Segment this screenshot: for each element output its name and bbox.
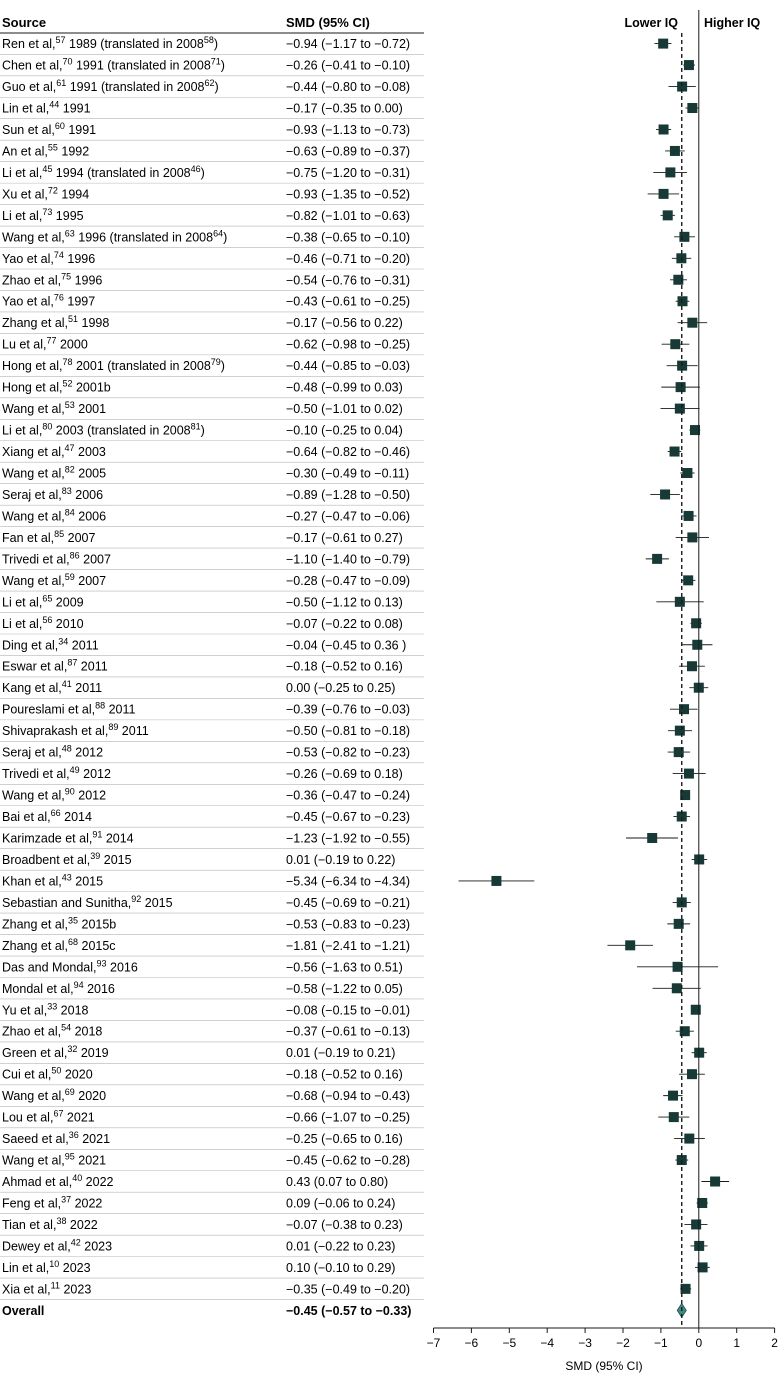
- study-label: Li et al,$^{45}$ 1994 (translated in 2008$^{46}$): [2, 163, 205, 180]
- direction-label-higher-iq: Higher IQ: [704, 16, 761, 30]
- study-label: Ren et al,$^{57}$ 1989 (translated in 2008$^{58}$): [2, 35, 219, 52]
- study-marker: [659, 124, 669, 134]
- study-label: Wang et al,$^{95}$ 2021: [2, 1151, 107, 1168]
- study-row: [0, 422, 424, 441]
- study-ci-text: −0.39 (−0.76 to −0.03): [286, 702, 411, 717]
- study-ci-text: −0.48 (−0.99 to 0.03): [286, 380, 403, 395]
- study-rows: [0, 35, 424, 1318]
- study-row: [0, 271, 424, 290]
- study-row: [0, 465, 424, 484]
- study-ci-text: −0.08 (−0.15 to −0.01): [286, 1003, 411, 1018]
- overall-ci-text: −0.45 (−0.57 to −0.33): [286, 1303, 412, 1318]
- study-ci-text: 0.09 (−0.06 to 0.24): [286, 1196, 396, 1211]
- x-tick-label: −6: [464, 1336, 479, 1350]
- study-label: Li et al,$^{80}$ 2003 (translated in 2008$^{81}$): [2, 421, 205, 438]
- study-marker: [676, 382, 686, 392]
- study-ci-text: −0.89 (−1.28 to −0.50): [286, 487, 411, 502]
- x-axis-label: SMD (95% CI): [565, 1359, 643, 1373]
- header-row: [0, 15, 761, 33]
- study-ci-text: −0.44 (−0.85 to −0.03): [286, 359, 411, 374]
- study-row: [0, 507, 424, 526]
- study-row: [0, 915, 424, 934]
- study-label: An et al,$^{55}$ 1992: [2, 142, 90, 159]
- study-ci-text: −0.27 (−0.47 to −0.06): [286, 509, 411, 524]
- study-ci-text: −0.38 (−0.65 to −0.10): [286, 230, 411, 245]
- study-row: [0, 1259, 424, 1278]
- study-marker: [670, 146, 680, 156]
- study-marker: [692, 640, 702, 650]
- study-row: [0, 744, 424, 763]
- study-label: Lou et al,$^{67}$ 2021: [2, 1108, 95, 1125]
- study-marker: [684, 1134, 694, 1144]
- study-row: [0, 1194, 424, 1213]
- study-row: [0, 207, 424, 226]
- study-label: Lu et al,$^{77}$ 2000: [2, 335, 88, 352]
- study-row: [0, 980, 424, 999]
- study-ci-text: 0.00 (−0.25 to 0.25): [286, 681, 396, 696]
- study-label: Das and Mondal,$^{93}$ 2016: [2, 958, 138, 975]
- study-label: Seraj et al,$^{83}$ 2006: [2, 485, 104, 502]
- study-row: [0, 486, 424, 505]
- study-row: [0, 572, 424, 591]
- study-label: Saeed et al,$^{36}$ 2021: [2, 1130, 111, 1147]
- study-row: [0, 829, 424, 848]
- study-ci-text: −0.26 (−0.41 to −0.10): [286, 58, 411, 73]
- study-ci-text: −0.53 (−0.83 to −0.23): [286, 917, 411, 932]
- study-ci-text: −0.93 (−1.35 to −0.52): [286, 187, 411, 202]
- x-tick-label: 1: [733, 1336, 741, 1350]
- study-label: Sebastian and Sunitha,$^{92}$ 2015: [2, 893, 173, 910]
- study-label: Shivaprakash et al,$^{89}$ 2011: [2, 722, 149, 739]
- study-label: Kang et al,$^{41}$ 2011: [2, 679, 103, 696]
- study-row: [0, 1237, 424, 1256]
- study-row: [0, 851, 424, 870]
- study-ci-text: −0.63 (−0.89 to −0.37): [286, 144, 411, 159]
- study-marker: [672, 983, 682, 993]
- study-row: [0, 550, 424, 569]
- column-header-source: Source: [2, 15, 47, 30]
- study-row: [0, 314, 424, 333]
- study-marker: [659, 189, 669, 199]
- study-ci-text: −0.37 (−0.61 to −0.13): [286, 1024, 411, 1039]
- study-ci-text: −0.50 (−1.12 to 0.13): [286, 595, 403, 610]
- x-tick-label: −5: [502, 1336, 517, 1350]
- overall-label: Overall: [2, 1303, 45, 1318]
- overall-row: [2, 1304, 411, 1318]
- study-row: [0, 1044, 424, 1063]
- study-label: Khan et al,$^{43}$ 2015: [2, 872, 104, 889]
- study-marker: [687, 1069, 697, 1079]
- study-row: [0, 1001, 424, 1020]
- study-ci-text: 0.43 (0.07 to 0.80): [286, 1175, 389, 1190]
- study-ci-text: −0.56 (−1.63 to 0.51): [286, 960, 403, 975]
- study-row: [0, 1130, 424, 1149]
- study-row: [0, 1109, 424, 1128]
- study-marker: [710, 1177, 720, 1187]
- study-row: [0, 701, 424, 720]
- study-label: Wang et al,$^{63}$ 1996 (translated in 2008$^{64}$): [2, 228, 228, 245]
- study-ci-text: −0.68 (−0.94 to −0.43): [286, 1089, 411, 1104]
- study-label: Guo et al,$^{61}$ 1991 (translated in 2008$^{62}$): [2, 78, 219, 95]
- study-marker: [691, 1219, 701, 1229]
- study-ci-text: −0.75 (−1.20 to −0.31): [286, 165, 411, 180]
- study-label: Li et al,$^{65}$ 2009: [2, 593, 84, 610]
- study-ci-text: −0.07 (−0.22 to 0.08): [286, 616, 403, 631]
- column-header-smd: SMD (95% CI): [286, 15, 370, 30]
- study-marker: [682, 468, 692, 478]
- study-row: [0, 958, 424, 977]
- study-label: Trivedi et al,$^{49}$ 2012: [2, 765, 111, 782]
- study-marker: [679, 232, 689, 242]
- study-label: Bai et al,$^{66}$ 2014: [2, 808, 92, 825]
- study-row: [0, 593, 424, 612]
- study-marker: [652, 554, 662, 564]
- study-ci-text: −0.46 (−0.71 to −0.20): [286, 251, 411, 266]
- study-label: Cui et al,$^{50}$ 2020: [2, 1065, 93, 1082]
- study-ci-text: 0.10 (−0.10 to 0.29): [286, 1260, 396, 1275]
- study-ci-text: −0.94 (−1.17 to −0.72): [286, 37, 411, 52]
- plot-marks: [459, 10, 730, 1328]
- study-marker: [668, 1091, 678, 1101]
- study-label: Zhang et al,$^{68}$ 2015c: [2, 936, 116, 953]
- study-ci-text: −0.17 (−0.56 to 0.22): [286, 316, 403, 331]
- study-ci-text: −0.43 (−0.61 to −0.25): [286, 294, 411, 309]
- study-label: Trivedi et al,$^{86}$ 2007: [2, 550, 111, 567]
- study-label: Broadbent et al,$^{39}$ 2015: [2, 850, 132, 867]
- study-label: Xu et al,$^{72}$ 1994: [2, 185, 90, 202]
- study-marker: [663, 210, 673, 220]
- study-marker: [647, 833, 657, 843]
- study-ci-text: −0.53 (−0.82 to −0.23): [286, 745, 411, 760]
- study-row: [0, 1066, 424, 1085]
- study-row: [0, 250, 424, 269]
- study-label: Hong et al,$^{52}$ 2001b: [2, 378, 111, 395]
- study-row: [0, 529, 424, 548]
- x-axis: [427, 1328, 779, 1373]
- study-label: Wang et al,$^{59}$ 2007: [2, 571, 107, 588]
- study-ci-text: −0.36 (−0.47 to −0.24): [286, 788, 411, 803]
- study-ci-text: −0.17 (−0.35 to 0.00): [286, 101, 403, 116]
- study-ci-text: −0.64 (−0.82 to −0.46): [286, 445, 411, 460]
- study-ci-text: −0.45 (−0.69 to −0.21): [286, 895, 411, 910]
- study-row: [0, 1280, 424, 1299]
- study-marker: [684, 511, 694, 521]
- direction-label-lower-iq: Lower IQ: [624, 16, 678, 30]
- study-row: [0, 379, 424, 398]
- study-row: [0, 185, 424, 204]
- study-ci-text: −0.50 (−0.81 to −0.18): [286, 724, 411, 739]
- study-ci-text: −0.66 (−1.07 to −0.25): [286, 1110, 411, 1125]
- study-ci-text: −1.23 (−1.92 to −0.55): [286, 831, 411, 846]
- study-ci-text: −5.34 (−6.34 to −4.34): [286, 874, 411, 889]
- study-label: Wang et al,$^{53}$ 2001: [2, 400, 107, 417]
- study-marker: [675, 726, 685, 736]
- study-label: Yao et al,$^{74}$ 1996: [2, 249, 96, 266]
- study-row: [0, 722, 424, 741]
- study-marker: [665, 167, 675, 177]
- study-label: Tian et al,$^{38}$ 2022: [2, 1215, 98, 1232]
- study-label: Ahmad et al,$^{40}$ 2022: [2, 1173, 114, 1190]
- study-ci-text: −0.45 (−0.67 to −0.23): [286, 810, 411, 825]
- study-marker: [660, 489, 670, 499]
- study-ci-text: −0.54 (−0.76 to −0.31): [286, 273, 411, 288]
- study-row: [0, 872, 424, 891]
- study-label: Li et al,$^{73}$ 1995: [2, 206, 84, 223]
- study-ci-text: −0.28 (−0.47 to −0.09): [286, 573, 411, 588]
- study-label: Zhang et al,$^{35}$ 2015b: [2, 915, 117, 932]
- study-row: [0, 1023, 424, 1042]
- study-label: Green et al,$^{32}$ 2019: [2, 1044, 109, 1061]
- x-tick-label: 2: [771, 1336, 778, 1350]
- study-ci-text: −0.45 (−0.62 to −0.28): [286, 1153, 411, 1168]
- study-ci-text: −0.30 (−0.49 to −0.11): [286, 466, 410, 481]
- study-ci-text: −0.35 (−0.49 to −0.20): [286, 1282, 411, 1297]
- study-row: [0, 658, 424, 677]
- x-tick-label: −1: [654, 1336, 668, 1350]
- study-label: Sun et al,$^{60}$ 1991: [2, 120, 97, 137]
- study-marker: [687, 103, 697, 113]
- study-marker: [687, 318, 697, 328]
- study-row: [0, 808, 424, 827]
- study-ci-text: −0.62 (−0.98 to −0.25): [286, 337, 411, 352]
- study-row: [0, 443, 424, 462]
- study-ci-text: −0.44 (−0.80 to −0.08): [286, 80, 411, 95]
- study-row: [0, 78, 424, 97]
- study-row: [0, 121, 424, 140]
- study-row: [0, 894, 424, 913]
- study-ci-text: −0.82 (−1.01 to −0.63): [286, 208, 411, 223]
- study-label: Dewey et al,$^{42}$ 2023: [2, 1237, 113, 1254]
- study-row: [0, 357, 424, 376]
- study-marker: [675, 404, 685, 414]
- study-row: [0, 293, 424, 312]
- study-label: Lin et al,$^{44}$ 1991: [2, 99, 91, 116]
- study-marker: [675, 597, 685, 607]
- study-label: Xia et al,$^{11}$ 2023: [2, 1280, 92, 1297]
- study-row: [0, 35, 424, 54]
- study-label: Feng et al,$^{37}$ 2022: [2, 1194, 103, 1211]
- study-label: Lin et al,$^{10}$ 2023: [2, 1258, 91, 1275]
- study-row: [0, 937, 424, 956]
- study-row: [0, 765, 424, 784]
- study-marker: [691, 618, 701, 628]
- study-label: Ding et al,$^{34}$ 2011: [2, 636, 99, 653]
- study-label: Seraj et al,$^{48}$ 2012: [2, 743, 104, 760]
- study-marker: [683, 575, 693, 585]
- study-row: [0, 1173, 424, 1192]
- study-row: [0, 336, 424, 355]
- study-label: Li et al,$^{56}$ 2010: [2, 614, 84, 631]
- study-row: [0, 228, 424, 247]
- x-tick-label: −3: [578, 1336, 592, 1350]
- study-row: [0, 57, 424, 76]
- study-label: Hong et al,$^{78}$ 2001 (translated in 2008$^{79}$): [2, 357, 225, 374]
- study-ci-text: −0.04 (−0.45 to 0.36 ): [286, 638, 407, 653]
- study-label: Eswar et al,$^{87}$ 2011: [2, 657, 108, 674]
- study-label: Wang et al,$^{84}$ 2006: [2, 507, 107, 524]
- study-marker: [670, 339, 680, 349]
- study-label: Mondal et al,$^{94}$ 2016: [2, 979, 115, 996]
- study-row: [0, 1152, 424, 1171]
- study-label: Wang et al,$^{90}$ 2012: [2, 786, 107, 803]
- x-tick-label: −2: [616, 1336, 630, 1350]
- study-marker: [669, 1112, 679, 1122]
- study-ci-text: 0.01 (−0.19 to 0.22): [286, 852, 396, 867]
- study-marker: [491, 876, 501, 886]
- x-tick-label: −7: [426, 1336, 441, 1350]
- study-marker: [678, 296, 688, 306]
- study-marker: [679, 704, 689, 714]
- study-ci-text: −0.25 (−0.65 to 0.16): [286, 1132, 403, 1147]
- study-ci-text: 0.01 (−0.22 to 0.23): [286, 1239, 396, 1254]
- study-row: [0, 787, 424, 806]
- study-label: Chen et al,$^{70}$ 1991 (translated in 2008$^{71}$): [2, 56, 225, 73]
- study-label: Yao et al,$^{76}$ 1997: [2, 292, 96, 309]
- study-marker: [684, 60, 694, 70]
- study-row: [0, 636, 424, 655]
- study-ci-text: −0.58 (−1.22 to 0.05): [286, 981, 403, 996]
- study-row: [0, 1087, 424, 1106]
- study-label: Fan et al,$^{85}$ 2007: [2, 528, 96, 545]
- study-ci-text: −0.26 (−0.69 to 0.18): [286, 767, 403, 782]
- study-label: Zhang et al,$^{51}$ 1998: [2, 314, 110, 331]
- study-ci-text: −0.18 (−0.52 to 0.16): [286, 659, 403, 674]
- x-tick-label: 0: [695, 1336, 703, 1350]
- study-row: [0, 679, 424, 698]
- study-ci-text: 0.01 (−0.19 to 0.21): [286, 1046, 396, 1061]
- study-row: [0, 400, 424, 419]
- study-row: [0, 1216, 424, 1235]
- study-marker: [687, 661, 697, 671]
- study-ci-text: −0.50 (−1.01 to 0.02): [286, 402, 403, 417]
- study-marker: [687, 532, 697, 542]
- study-label: Karimzade et al,$^{91}$ 2014: [2, 829, 134, 846]
- study-label: Xiang et al,$^{47}$ 2003: [2, 443, 106, 460]
- study-row: [0, 615, 424, 634]
- study-label: Wang et al,$^{69}$ 2020: [2, 1087, 107, 1104]
- study-ci-text: −0.93 (−1.13 to −0.73): [286, 122, 411, 137]
- study-label: Zhao et al,$^{54}$ 2018: [2, 1022, 103, 1039]
- study-label: Poureslami et al,$^{88}$ 2011: [2, 700, 136, 717]
- study-marker: [625, 940, 635, 950]
- study-ci-text: −0.17 (−0.61 to 0.27): [286, 530, 403, 545]
- study-ci-text: −1.10 (−1.40 to −0.79): [286, 552, 411, 567]
- study-label: Yu et al,$^{33}$ 2018: [2, 1001, 89, 1018]
- x-tick-label: −4: [540, 1336, 555, 1350]
- study-row: [0, 164, 424, 183]
- study-marker: [658, 39, 668, 49]
- study-marker: [684, 769, 694, 779]
- study-label: Zhao et al,$^{75}$ 1996: [2, 271, 103, 288]
- study-row: [0, 142, 424, 161]
- study-ci-text: −1.81 (−2.41 to −1.21): [286, 938, 411, 953]
- study-row: [0, 100, 424, 119]
- study-label: Wang et al,$^{82}$ 2005: [2, 464, 107, 481]
- study-ci-text: −0.07 (−0.38 to 0.23): [286, 1217, 403, 1232]
- study-marker: [670, 447, 680, 457]
- study-ci-text: −0.18 (−0.52 to 0.16): [286, 1067, 403, 1082]
- study-ci-text: −0.10 (−0.25 to 0.04): [286, 423, 403, 438]
